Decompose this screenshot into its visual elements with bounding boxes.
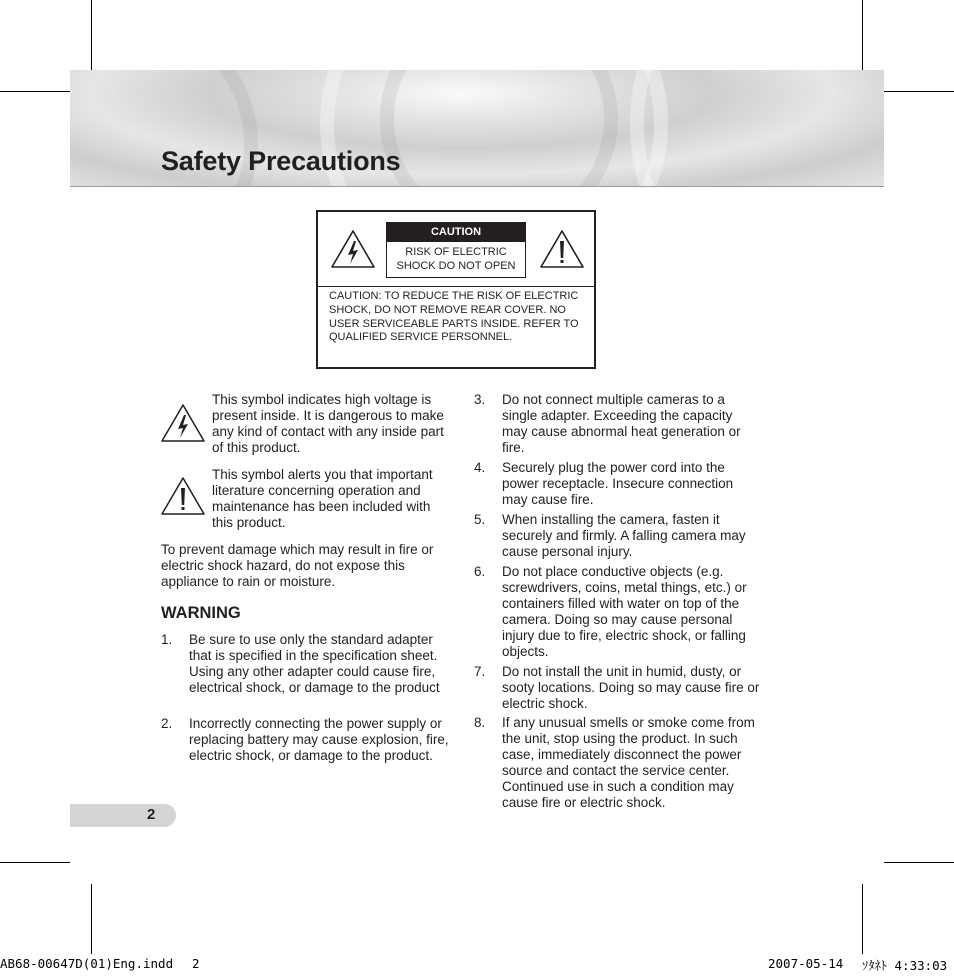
slug-date: 2007-05-14 bbox=[768, 956, 844, 971]
list-item-number: 1. bbox=[161, 632, 173, 647]
slug-page: 2 bbox=[192, 956, 200, 971]
list-item-number: 6. bbox=[474, 564, 486, 579]
crop-mark bbox=[862, 884, 863, 954]
list-item-text: Securely plug the power cord into the power receptacle. Insecure connection may cause fire. bbox=[502, 460, 734, 507]
page-number: 2 bbox=[147, 806, 156, 823]
page-title: Safety Precautions bbox=[161, 146, 401, 176]
crop-mark bbox=[0, 91, 70, 92]
list-item-number: 4. bbox=[474, 460, 486, 475]
crop-mark bbox=[91, 884, 92, 954]
list-item-number: 3. bbox=[474, 392, 486, 407]
list-item-text: Do not connect multiple cameras to a single adapter. Exceeding the capacity may cause abnormal heat generation or fire. bbox=[502, 392, 741, 455]
list-item-number: 5. bbox=[474, 512, 486, 527]
list-item-text: Do not install the unit in humid, dusty, or sooty locations. Doing so may cause fire or electric shock. bbox=[502, 664, 760, 711]
caution-label-body: RISK OF ELECTRIC SHOCK DO NOT OPEN bbox=[396, 246, 516, 272]
crop-mark bbox=[0, 862, 70, 863]
caution-box bbox=[316, 210, 596, 369]
list-item-text: When installing the camera, fasten it securely and firmly. A falling camera may cause personal injury. bbox=[502, 512, 746, 559]
list-item-text: Be sure to use only the standard adapter that is specified in the specification sheet. Using any other adapter could cause fire, electrical shock, or damage to the product bbox=[189, 632, 440, 695]
lightning-triangle-icon bbox=[329, 228, 377, 270]
list-item-text: If any unusual smells or smoke come from the unit, stop using the product. In such case, immediately disconnect the power source and contact the service center. Continued use in such a condition may cause fire or electric shock. bbox=[502, 715, 755, 810]
caution-box-header bbox=[318, 212, 594, 287]
crop-mark bbox=[91, 0, 92, 70]
attention-symbol-text: This symbol alerts you that important literature concerning operation and maintenance has been included with this product. bbox=[212, 467, 433, 530]
slug-time: ｿﾀﾈﾄ 4:33:03 bbox=[862, 958, 948, 973]
page-number-tab bbox=[70, 804, 176, 827]
crop-mark bbox=[884, 862, 954, 863]
list-item-text: Do not place conductive objects (e.g. screwdrivers, coins, metal things, etc.) or containers filled with water on top of the camera. Doing so may cause personal injury due to fire, electric shock, or falling objects. bbox=[502, 564, 747, 659]
caution-text: CAUTION: TO REDUCE THE RISK OF ELECTRIC SHOCK, DO NOT REMOVE REAR COVER. NO USER SERVICEABLE PARTS INSIDE. REFER TO QUALIFIED SERVICE PERSONNEL. bbox=[329, 290, 579, 344]
lightning-triangle-icon bbox=[160, 403, 206, 443]
exclamation-triangle-icon bbox=[160, 476, 206, 516]
crop-mark bbox=[884, 91, 954, 92]
title-banner bbox=[70, 70, 884, 187]
list-item-text: Incorrectly connecting the power supply or replacing battery may cause explosion, fire, electric shock, or damage to the product. bbox=[189, 716, 449, 763]
slug-file: AB68-00647D(01)Eng.indd bbox=[0, 956, 174, 971]
list-item-number: 2. bbox=[161, 716, 173, 731]
intro-paragraph: To prevent damage which may result in fire or electric shock hazard, do not expose this appliance to rain or moisture. bbox=[161, 542, 434, 589]
warning-heading: WARNING bbox=[161, 604, 241, 622]
list-item-number: 8. bbox=[474, 715, 486, 730]
exclamation-triangle-icon bbox=[538, 228, 586, 270]
caution-label bbox=[386, 222, 526, 278]
list-item-number: 7. bbox=[474, 664, 486, 679]
caution-label-header: CAUTION bbox=[387, 223, 525, 242]
crop-mark bbox=[862, 0, 863, 70]
high-voltage-symbol-text: This symbol indicates high voltage is present inside. It is dangerous to make any kind of contact with any inside part of this product. bbox=[212, 392, 444, 455]
